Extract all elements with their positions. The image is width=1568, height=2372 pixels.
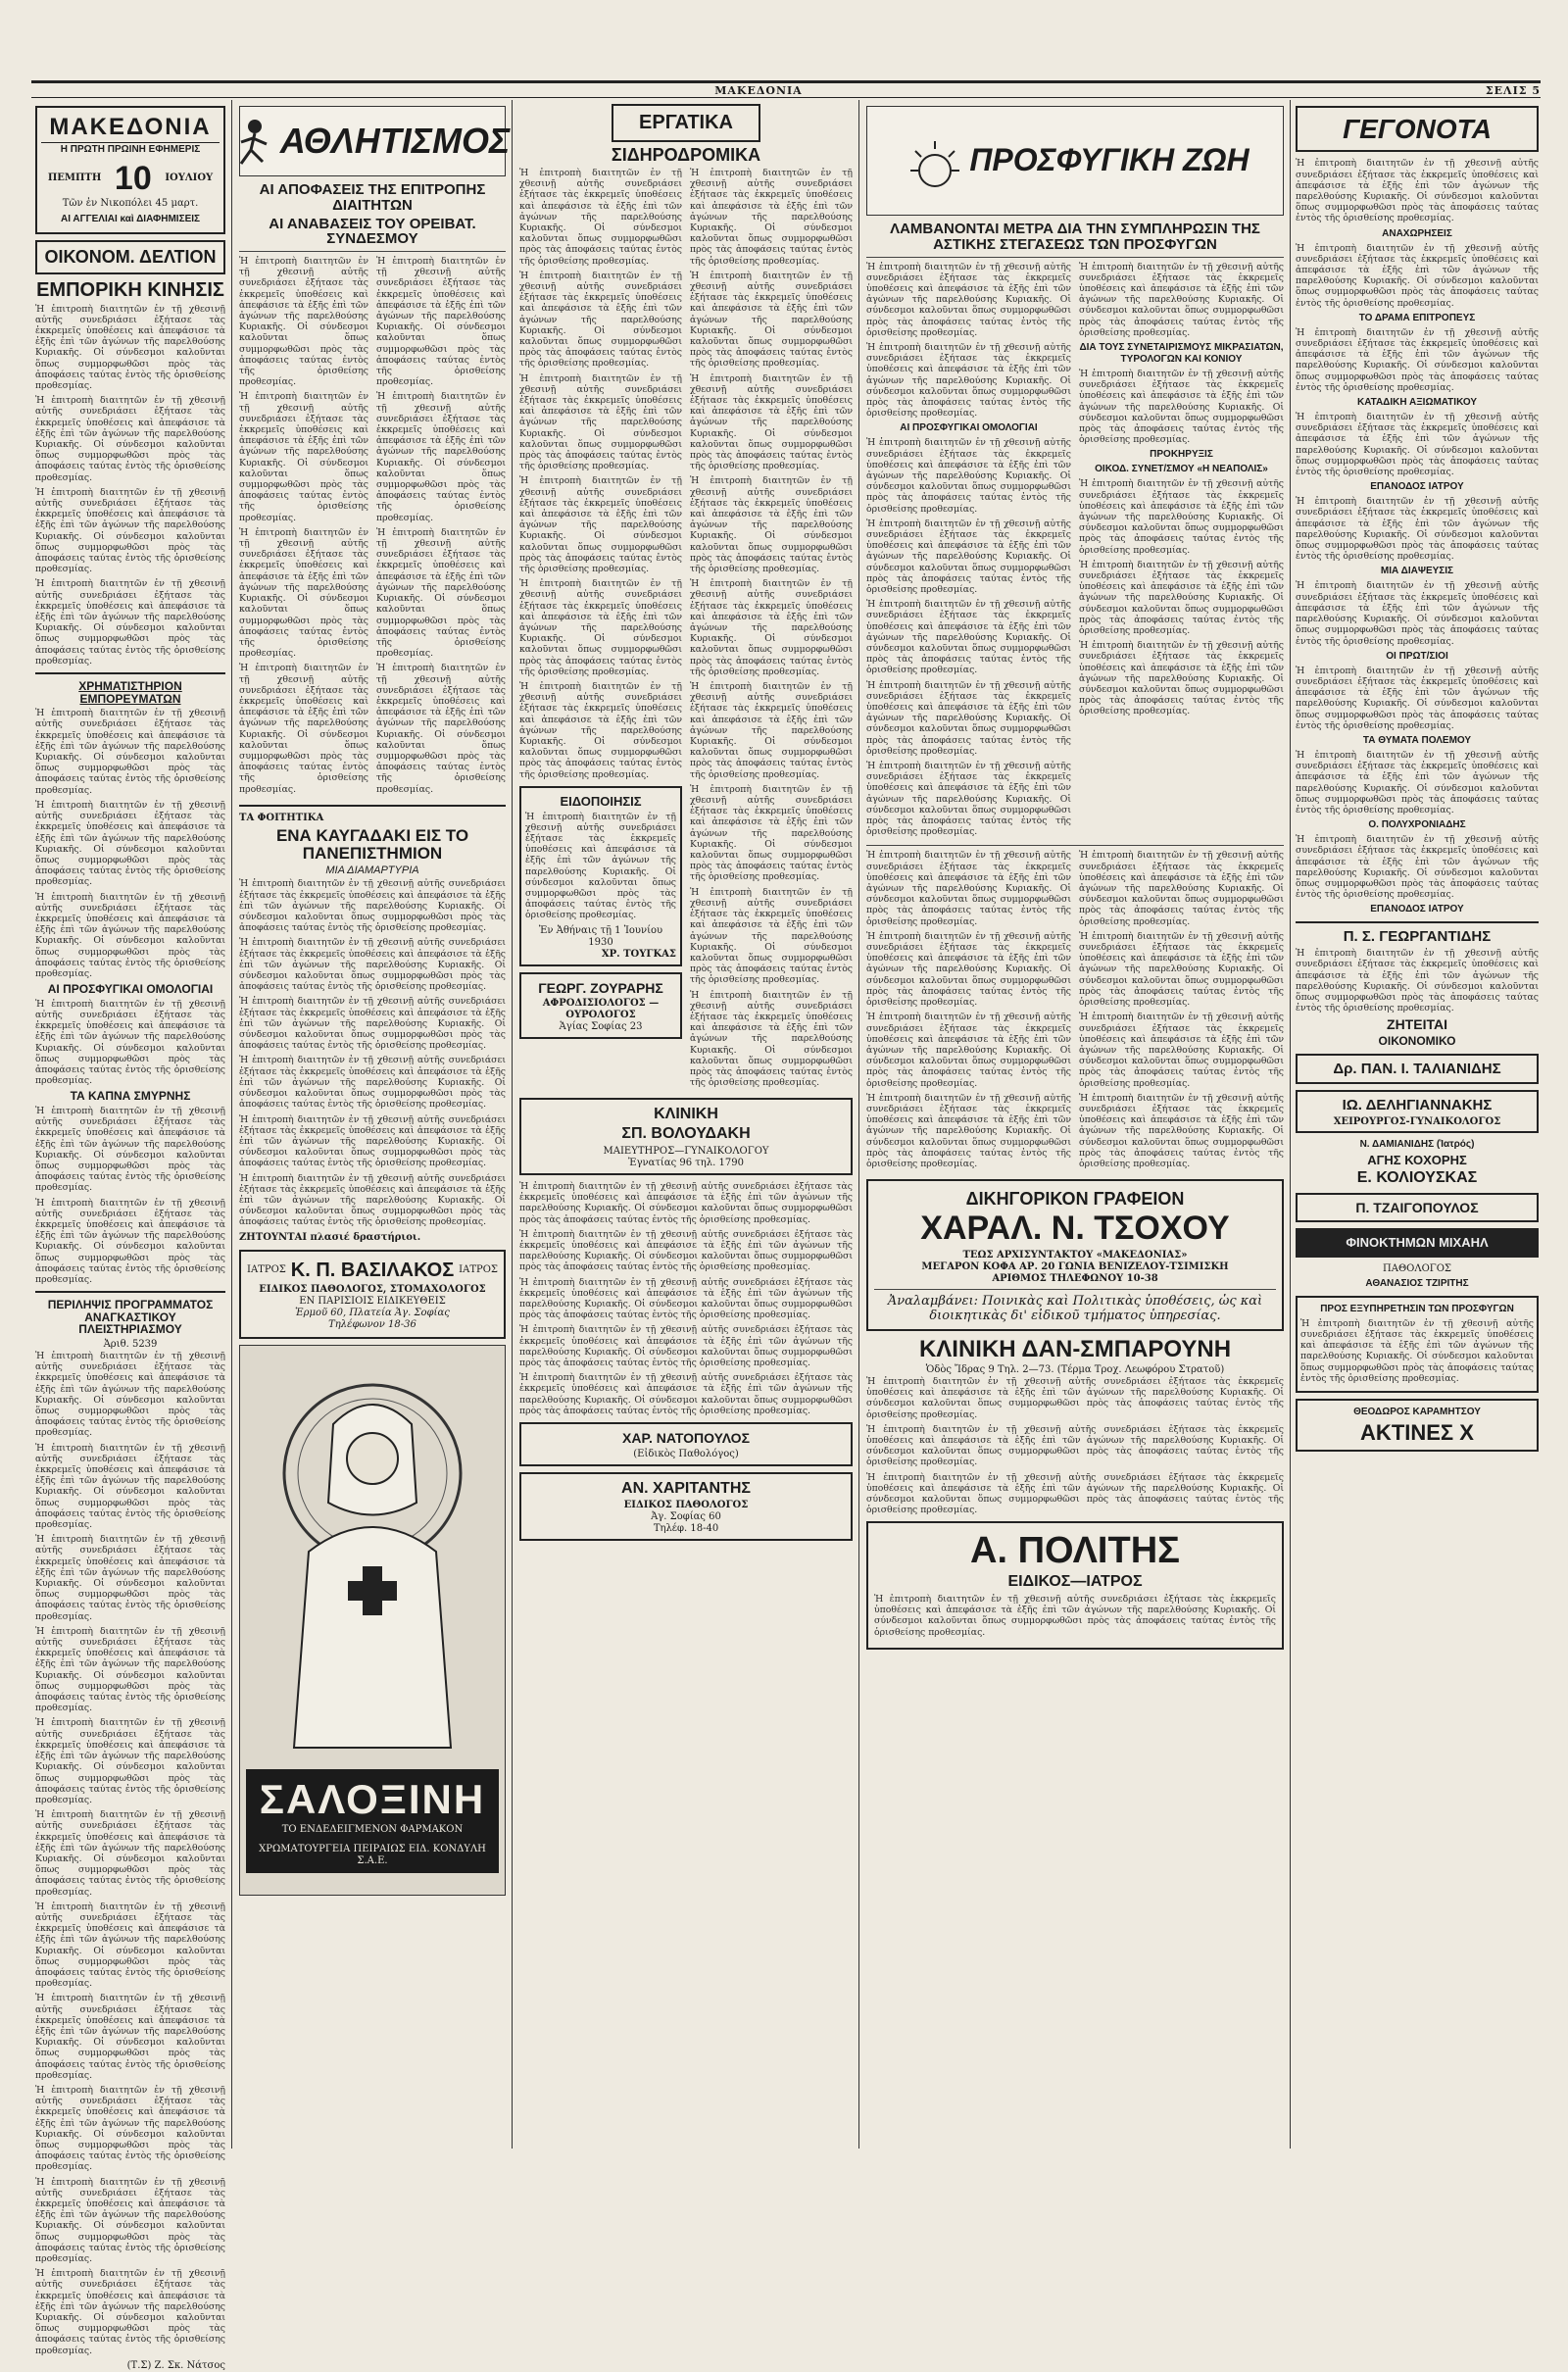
labor-text: Ἡ ἐπιτροπὴ διαιτητῶν ἐν τῇ χθεσινῇ αὐτῆς συνεδριάσει ἐξήτασε τὰς ἐκκρεμεῖς ὑποθέσεις καὶ ἀπεφάσισε τὰ ἑξῆς ἐπὶ τῶν ἀγώνων τῆς παρελθούσης Κυριακῆς. Οἱ σύνδεσμοι καλοῦνται ὅπως συμμορφωθῶσι πρὸς τὰς ἀποφάσεις ταύτας ἐντὸς τῆς ὁρισθείσης προθεσμίας. xyxy=(519,1228,853,1273)
event-heading: ΟΙ ΠΡΩΤ/ΣΙΟΙ xyxy=(1386,650,1448,662)
ad-karamitsou-box xyxy=(1296,1399,1539,1452)
runner-icon xyxy=(235,117,274,166)
ad-xrays: ΑΚΤΙΝΕΣ Χ xyxy=(1360,1420,1474,1446)
doctor-label-right: ΙΑΤΡΟΣ xyxy=(459,1264,498,1276)
sports-text: Ἡ ἐπιτροπὴ διαιτητῶν ἐν τῇ χθεσινῇ αὐτῆς συνεδριάσει ἐξήτασε τὰς ἐκκρεμεῖς ὑποθέσεις καὶ ἀπεφάσισε τὰ ἑξῆς ἐπὶ τῶν ἀγώνων τῆς παρελθούσης Κυριακῆς. Οἱ σύνδεσμοι καλοῦνται ὅπως συμμορφωθῶσι πρὸς τὰς ἀποφάσεις ταύτας ἐντὸς τῆς ὁρισθείσης προθεσμίας. xyxy=(376,526,506,660)
date-line xyxy=(41,160,220,198)
sports-text: Ἡ ἐπιτροπὴ διαιτητῶν ἐν τῇ χθεσινῇ αὐτῆς συνεδριάσει ἐξήτασε τὰς ἐκκρεμεῖς ὑποθέσεις καὶ ἀπεφάσισε τὰ ἑξῆς ἐπὶ τῶν ἀγώνων τῆς παρελθούσης Κυριακῆς. Οἱ σύνδεσμοι καλοῦνται ὅπως συμμορφωθῶσι πρὸς τὰς ἀποφάσεις ταύτας ἐντὸς τῆς ὁρισθείσης προθεσμίας. xyxy=(376,391,506,523)
date-number: 10 xyxy=(114,159,152,197)
politis-name: Α. ΠΟΛΙΤΗΣ xyxy=(970,1530,1180,1572)
student-text: Ἡ ἐπιτροπὴ διαιτητῶν ἐν τῇ χθεσινῇ αὐτῆς συνεδριάσει ἐξήτασε τὰς ἐκκρεμεῖς ὑποθέσεις καὶ ἀπεφάσισε τὰ ἑξῆς ἐπὶ τῶν ἀγώνων τῆς παρελθούσης Κυριακῆς. Οἱ σύνδεσμοι καλοῦνται ὅπως συμμορφωθῶσι πρὸς τὰς ἀποφάσεις ταύτας ἐντὸς τῆς ὁρισθείσης προθεσμίας. xyxy=(239,937,506,993)
sports-headline-1: ΑΙ ΑΠΟΦΑΣΕΙΣ ΤΗΣ ΕΠΙΤΡΟΠΗΣ ΔΙΑΙΤΗΤΩΝ xyxy=(259,181,486,214)
refugee-banner xyxy=(866,106,1284,216)
saloxini-ad xyxy=(239,1345,506,1896)
labor-text: Ἡ ἐπιτροπὴ διαιτητῶν ἐν τῇ χθεσινῇ αὐτῆς συνεδριάσει ἐξήτασε τὰς ἐκκρεμεῖς ὑποθέσεις καὶ ἀπεφάσισε τὰ ἑξῆς ἐπὶ τῶν ἀγώνων τῆς παρελθούσης Κυριακῆς. Οἱ σύνδεσμοι καλοῦνται ὅπως συμμορφωθῶσι πρὸς τὰς ἀποφάσεις ταύτας ἐντὸς τῆς ὁρισθείσης προθεσμίας. xyxy=(690,475,853,574)
nurse-illustration xyxy=(240,1356,505,1767)
saloxini-line-2: ΧΡΩΜΑΤΟΥΡΓΕΙΑ ΠΕΙΡΑΙΩΣ ΕΙΔ. ΚΟΝΔΥΛΗ Σ.Α.Ε. xyxy=(259,1843,486,1866)
program-title: ΠΕΡΙΛΗΨΙΣ ΠΡΟΓΡΑΜΜΑΤΟΣ ΑΝΑΓΚΑΣΤΙΚΟΥ ΠΛΕΙΣΤΗΡΙΑΣΜΟΥ xyxy=(47,1298,214,1337)
dentist-name: ΓΕΩΡΓ. ΖΟΥΡΑΡΗΣ xyxy=(538,979,663,996)
charitantis-phone: Τηλέφ. 18-40 xyxy=(653,1523,719,1535)
month: ΙΟΥΛΙΟΥ xyxy=(165,173,214,184)
smyrna-text: Ἡ ἐπιτροπὴ διαιτητῶν ἐν τῇ χθεσινῇ αὐτῆς συνεδριάσει ἐξήτασε τὰς ἐκκρεμεῖς ὑποθέσεις καὶ ἀπεφάσισε τὰ ἑξῆς ἐπὶ τῶν ἀγώνων τῆς παρελθούσης Κυριακῆς. Οἱ σύνδεσμοι καλοῦνται ὅπως συμμορφωθῶσι πρὸς τὰς ἀποφάσεις ταύτας ἐντὸς τῆς ὁρισθείσης προθεσμίας. xyxy=(35,1105,225,1194)
program-text: Ἡ ἐπιτροπὴ διαιτητῶν ἐν τῇ χθεσινῇ αὐτῆς συνεδριάσει ἐξήτασε τὰς ἐκκρεμεῖς ὑποθέσεις καὶ ἀπεφάσισε τὰ ἑξῆς ἐπὶ τῶν ἀγώνων τῆς παρελθούσης Κυριακῆς. Οἱ σύνδεσμοι καλοῦνται ὅπως συμμορφωθῶσι πρὸς τὰς ἀποφάσεις ταύτας ἐντὸς τῆς ὁρισθείσης προθεσμίας. xyxy=(35,1717,225,1805)
ad-koliouskas: Ε. ΚΟΛΙΟΥΣΚΑΣ xyxy=(1356,1168,1478,1186)
law-title: ΔΙΚΗΓΟΡΙΚΟΝ ΓΡΑΦΕΙΟΝ xyxy=(965,1189,1185,1210)
refugee-text: Ἡ ἐπιτροπὴ διαιτητῶν ἐν τῇ χθεσινῇ αὐτῆς συνεδριάσει ἐξήτασε τὰς ἐκκρεμεῖς ὑποθέσεις καὶ ἀπεφάσισε τὰ ἑξῆς ἐπὶ τῶν ἀγώνων τῆς παρελθούσης Κυριακῆς. Οἱ σύνδεσμοι καλοῦνται ὅπως συμμορφωθῶσι πρὸς τὰς ἀποφάσεις ταύτας ἐντὸς τῆς ὁρισθείσης προθεσμίας. xyxy=(866,761,1071,838)
column-3 xyxy=(519,100,853,2139)
ad-refugee-service-box xyxy=(1296,1296,1539,1393)
event-heading: Ο. ΠΟΛΥΧΡΟΝΙΑΔΗΣ xyxy=(1368,819,1466,831)
event-heading: ΜΙΑ ΔΙΑΨΕΥΣΙΣ xyxy=(1380,566,1454,577)
labor-body xyxy=(519,168,853,1092)
labor-section: ΕΡΓΑΤΙΚΑ xyxy=(639,112,733,133)
events-text: Ἡ ἐπιτροπὴ διαιτητῶν ἐν τῇ χθεσινῇ αὐτῆς συνεδριάσει ἐξήτασε τὰς ἐκκρεμεῖς ὑποθέσεις καὶ ἀπεφάσισε τὰ ἑξῆς ἐπὶ τῶν ἀγώνων τῆς παρελθούσης Κυριακῆς. Οἱ σύνδεσμοι καλοῦνται ὅπως συμμορφωθῶσι πρὸς τὰς ἀποφάσεις ταύτας ἐντὸς τῆς ὁρισθείσης προθεσμίας. xyxy=(1296,834,1539,901)
notices-title: ΕΙΔΟΠΟΙΗΣΙΣ xyxy=(560,793,642,809)
sports-text: Ἡ ἐπιτροπὴ διαιτητῶν ἐν τῇ χθεσινῇ αὐτῆς συνεδριάσει ἐξήτασε τὰς ἐκκρεμεῖς ὑποθέσεις καὶ ἀπεφάσισε τὰ ἑξῆς ἐπὶ τῶν ἀγώνων τῆς παρελθούσης Κυριακῆς. Οἱ σύνδεσμοι καλοῦνται ὅπως συμμορφωθῶσι πρὸς τὰς ἀποφάσεις ταύτας ἐντὸς τῆς ὁρισθείσης προθεσμίας. xyxy=(376,256,506,388)
student-text: Ἡ ἐπιτροπὴ διαιτητῶν ἐν τῇ χθεσινῇ αὐτῆς συνεδριάσει ἐξήτασε τὰς ἐκκρεμεῖς ὑποθέσεις καὶ ἀπεφάσισε τὰ ἑξῆς ἐπὶ τῶν ἀγώνων τῆς παρελθούσης Κυριακῆς. Οἱ σύνδεσμοι καλοῦνται ὅπως συμμορφωθῶσι πρὸς τὰς ἀποφάσεις ταύτας ἐντὸς τῆς ὁρισθείσης προθεσμίας. xyxy=(239,1055,506,1111)
econ-title: ΟΙΚΟΝΟΜ. ΔΕΛΤΙΟΝ xyxy=(44,246,217,267)
doctor-phone: Τηλέφωνον 18-36 xyxy=(328,1318,416,1330)
sports-text: Ἡ ἐπιτροπὴ διαιτητῶν ἐν τῇ χθεσινῇ αὐτῆς συνεδριάσει ἐξήτασε τὰς ἐκκρεμεῖς ὑποθέσεις καὶ ἀπεφάσισε τὰ ἑξῆς ἐπὶ τῶν ἀγώνων τῆς παρελθούσης Κυριακῆς. Οἱ σύνδεσμοι καλοῦνται ὅπως συμμορφωθῶσι πρὸς τὰς ἀποφάσεις ταύτας ἐντὸς τῆς ὁρισθείσης προθεσμίας. xyxy=(239,526,368,660)
program-text: Ἡ ἐπιτροπὴ διαιτητῶν ἐν τῇ χθεσινῇ αὐτῆς συνεδριάσει ἐξήτασε τὰς ἐκκρεμεῖς ὑποθέσεις καὶ ἀπεφάσισε τὰ ἑξῆς ἐπὶ τῶν ἀγώνων τῆς παρελθούσης Κυριακῆς. Οἱ σύνδεσμοι καλοῦνται ὅπως συμμορφωθῶσι πρὸς τὰς ἀποφάσεις ταύτας ἐντὸς τῆς ὁρισθείσης προθεσμίας. xyxy=(35,1534,225,1622)
dan-clinic-address: Ὁδὸς Ἴδρας 9 Τηλ. 2—73. (Τέρμα Τροχ. Λεωφόρου Στρατοῦ) xyxy=(925,1363,1225,1375)
column-rule xyxy=(1290,100,1291,2149)
labor-text: Ἡ ἐπιτροπὴ διαιτητῶν ἐν τῇ χθεσινῇ αὐτῆς συνεδριάσει ἐξήτασε τὰς ἐκκρεμεῖς ὑποθέσεις καὶ ἀπεφάσισε τὰ ἑξῆς ἐπὶ τῶν ἀγώνων τῆς παρελθούσης Κυριακῆς. Οἱ σύνδεσμοι καλοῦνται ὅπως συμμορφωθῶσι πρὸς τὰς ἀποφάσεις ταύτας ἐντὸς τῆς ὁρισθείσης προθεσμίας. xyxy=(690,886,853,986)
decision-text: Ἡ ἐπιτροπὴ διαιτητῶν ἐν τῇ χθεσινῇ αὐτῆς συνεδριάσει ἐξήτασε τὰς ἐκκρεμεῖς ὑποθέσεις καὶ ἀπεφάσισε τὰ ἑξῆς ἐπὶ τῶν ἀγώνων τῆς παρελθούσης Κυριακῆς. Οἱ σύνδεσμοι καλοῦνται ὅπως συμμορφωθῶσι πρὸς τὰς ἀποφάσεις ταύτας ἐντὸς τῆς ὁρισθείσης προθεσμίας. xyxy=(866,930,1071,1009)
notices-text: Ἡ ἐπιτροπὴ διαιτητῶν ἐν τῇ χθεσινῇ αὐτῆς συνεδριάσει ἐξήτασε τὰς ἐκκρεμεῖς ὑποθέσεις καὶ ἀπεφάσισε τὰ ἑξῆς ἐπὶ τῶν ἀγώνων τῆς παρελθούσης Κυριακῆς. Οἱ σύνδεσμοι καλοῦνται ὅπως συμμορφωθῶσι πρὸς τὰς ἀποφάσεις ταύτας ἐντὸς τῆς ὁρισθείσης προθεσμίας. xyxy=(525,811,676,921)
ad-deligiannakis-box xyxy=(1296,1090,1539,1133)
exchange-title: ΧΡΗΜΑΤΙΣΤΗΡΙΟΝ ΕΜΠΟΡΕΥΜΑΤΩΝ xyxy=(78,679,182,706)
ad-finoktimon-spec: ΠΑΘΟΛΟΓΟΣ xyxy=(1383,1262,1451,1274)
refugee-headline: ΛΑΜΒΑΝΟΝΤΑΙ ΜΕΤΡΑ ΔΙΑ ΤΗΝ ΣΥΜΠΛΗΡΩΣΙΝ ΤΗΣ ΑΣΤΙΚΗΣ ΣΤΕΓΑΣΕΩΣ ΤΩΝ ΠΡΟΣΦΥΓΩΝ xyxy=(890,221,1260,253)
ad-talianidis-box xyxy=(1296,1054,1539,1085)
dentist-address: Ἁγίας Σοφίας 23 xyxy=(559,1021,643,1033)
exchange-text: Ἡ ἐπιτροπὴ διαιτητῶν ἐν τῇ χθεσινῇ αὐτῆς συνεδριάσει ἐξήτασε τὰς ἐκκρεμεῖς ὑποθέσεις καὶ ἀπεφάσισε τὰ ἑξῆς ἐπὶ τῶν ἀγώνων τῆς παρελθούσης Κυριακῆς. Οἱ σύνδεσμοι καλοῦνται ὅπως συμμορφωθῶσι πρὸς τὰς ἀποφάσεις ταύτας ἐντὸς τῆς ὁρισθείσης προθεσμίας. xyxy=(35,708,225,796)
charitantis-name: ΑΝ. ΧΑΡΙΤΑΝΤΗΣ xyxy=(621,1479,751,1497)
doctor-ad xyxy=(239,1250,506,1339)
labor-text: Ἡ ἐπιτροπὴ διαιτητῶν ἐν τῇ χθεσινῇ αὐτῆς συνεδριάσει ἐξήτασε τὰς ἐκκρεμεῖς ὑποθέσεις καὶ ἀπεφάσισε τὰ ἑξῆς ἐπὶ τῶν ἀγώνων τῆς παρελθούσης Κυριακῆς. Οἱ σύνδεσμοι καλοῦνται ὅπως συμμορφωθῶσι πρὸς τὰς ἀποφάσεις ταύτας ἐντὸς τῆς ὁρισθείσης προθεσμίας. xyxy=(519,1324,853,1368)
refugee-text: Ἡ ἐπιτροπὴ διαιτητῶν ἐν τῇ χθεσινῇ αὐτῆς συνεδριάσει ἐξήτασε τὰς ἐκκρεμεῖς ὑποθέσεις καὶ ἀπεφάσισε τὰ ἑξῆς ἐπὶ τῶν ἀγώνων τῆς παρελθούσης Κυριακῆς. Οἱ σύνδεσμοι καλοῦνται ὅπως συμμορφωθῶσι πρὸς τὰς ἀποφάσεις ταύτας ἐντὸς τῆς ὁρισθείσης προθεσμίας. xyxy=(1079,261,1284,338)
clinic-spec: ΜΑΙΕΥΤΗΡΟΣ—ΓΥΝΑΙΚΟΛΟΓΟΥ xyxy=(603,1145,769,1157)
labor-text: Ἡ ἐπιτροπὴ διαιτητῶν ἐν τῇ χθεσινῇ αὐτῆς συνεδριάσει ἐξήτασε τὰς ἐκκρεμεῖς ὑποθέσεις καὶ ἀπεφάσισε τὰ ἑξῆς ἐπὶ τῶν ἀγώνων τῆς παρελθούσης Κυριακῆς. Οἱ σύνδεσμοι καλοῦνται ὅπως συμμορφωθῶσι πρὸς τὰς ἀποφάσεις ταύτας ἐντὸς τῆς ὁρισθείσης προθεσμίας. xyxy=(519,1180,853,1225)
refugee-text: Ἡ ἐπιτροπὴ διαιτητῶν ἐν τῇ χθεσινῇ αὐτῆς συνεδριάσει ἐξήτασε τὰς ἐκκρεμεῖς ὑποθέσεις καὶ ἀπεφάσισε τὰ ἑξῆς ἐπὶ τῶν ἀγώνων τῆς παρελθούσης Κυριακῆς. Οἱ σύνδεσμοι καλοῦνται ὅπως συμμορφωθῶσι πρὸς τὰς ἀποφάσεις ταύτας ἐντὸς τῆς ὁρισθείσης προθεσμίας. xyxy=(866,261,1071,338)
ad-tzaigopoulos-box xyxy=(1296,1193,1539,1223)
refugee-text: Ἡ ἐπιτροπὴ διαιτητῶν ἐν τῇ χθεσινῇ αὐτῆς συνεδριάσει ἐξήτασε τὰς ἐκκρεμεῖς ὑποθέσεις καὶ ἀπεφάσισε τὰ ἑξῆς ἐπὶ τῶν ἀγώνων τῆς παρελθούσης Κυριακῆς. Οἱ σύνδεσμοι καλοῦνται ὅπως συμμορφωθῶσι πρὸς τὰς ἀποφάσεις ταύτας ἐντὸς τῆς ὁρισθείσης προθεσμίας. xyxy=(35,998,225,1087)
ad-karamitsou: ΘΕΟΔΩΡΟΣ ΚΑΡΑΜΗΤΣΟΥ xyxy=(1353,1407,1481,1418)
sports-text: Ἡ ἐπιτροπὴ διαιτητῶν ἐν τῇ χθεσινῇ αὐτῆς συνεδριάσει ἐξήτασε τὰς ἐκκρεμεῖς ὑποθέσεις καὶ ἀπεφάσισε τὰ ἑξῆς ἐπὶ τῶν ἀγώνων τῆς παρελθούσης Κυριακῆς. Οἱ σύνδεσμοι καλοῦνται ὅπως συμμορφωθῶσι πρὸς τὰς ἀποφάσεις ταύτας ἐντὸς τῆς ὁρισθείσης προθεσμίας. xyxy=(239,256,368,388)
labor-text: Ἡ ἐπιτροπὴ διαιτητῶν ἐν τῇ χθεσινῇ αὐτῆς συνεδριάσει ἐξήτασε τὰς ἐκκρεμεῖς ὑποθέσεις καὶ ἀπεφάσισε τὰ ἑξῆς ἐπὶ τῶν ἀγώνων τῆς παρελθούσης Κυριακῆς. Οἱ σύνδεσμοι καλοῦνται ὅπως συμμορφωθῶσι πρὸς τὰς ἀποφάσεις ταύτας ἐντὸς τῆς ὁρισθείσης προθεσμίας. xyxy=(519,1276,853,1321)
dan-clinic-text: Ἡ ἐπιτροπὴ διαιτητῶν ἐν τῇ χθεσινῇ αὐτῆς συνεδριάσει ἐξήτασε τὰς ἐκκρεμεῖς ὑποθέσεις καὶ ἀπεφάσισε τὰ ἑξῆς ἐπὶ τῶν ἀγώνων τῆς παρελθούσης Κυριακῆς. Οἱ σύνδεσμοι καλοῦνται ὅπως συμμορφωθῶσι πρὸς τὰς ἀποφάσεις ταύτας ἐντὸς τῆς ὁρισθείσης προθεσμίας. xyxy=(866,1471,1284,1516)
events-text: Ἡ ἐπιτροπὴ διαιτητῶν ἐν τῇ χθεσινῇ αὐτῆς συνεδριάσει ἐξήτασε τὰς ἐκκρεμεῖς ὑποθέσεις καὶ ἀπεφάσισε τὰ ἑξῆς ἐπὶ τῶν ἀγώνων τῆς παρελθούσης Κυριακῆς. Οἱ σύνδεσμοι καλοῦνται ὅπως συμμορφωθῶσι πρὸς τὰς ἀποφάσεις ταύτας ἐντὸς τῆς ὁρισθείσης προθεσμίας. xyxy=(1296,158,1539,224)
refugee-body xyxy=(866,262,1284,842)
law-office-ad xyxy=(866,1179,1284,1331)
ad-georgantidis: Π. Σ. ΓΕΩΡΓΑΝΤΙΔΗΣ xyxy=(1343,928,1492,946)
labor-text: Ἡ ἐπιτροπὴ διαιτητῶν ἐν τῇ χθεσινῇ αὐτῆς συνεδριάσει ἐξήτασε τὰς ἐκκρεμεῖς ὑποθέσεις καὶ ἀπεφάσισε τὰ ἑξῆς ἐπὶ τῶν ἀγώνων τῆς παρελθούσης Κυριακῆς. Οἱ σύνδεσμοι καλοῦνται ὅπως συμμορφωθῶσι πρὸς τὰς ἀποφάσεις ταύτας ἐντὸς τῆς ὁρισθείσης προθεσμίας. xyxy=(519,578,682,677)
events-text: Ἡ ἐπιτροπὴ διαιτητῶν ἐν τῇ χθεσινῇ αὐτῆς συνεδριάσει ἐξήτασε τὰς ἐκκρεμεῖς ὑποθέσεις καὶ ἀπεφάσισε τὰ ἑξῆς ἐπὶ τῶν ἀγώνων τῆς παρελθούσης Κυριακῆς. Οἱ σύνδεσμοι καλοῦνται ὅπως συμμορφωθῶσι πρὸς τὰς ἀποφάσεις ταύτας ἐντὸς τῆς ὁρισθείσης προθεσμίας. xyxy=(1296,242,1539,309)
program-text: Ἡ ἐπιτροπὴ διαιτητῶν ἐν τῇ χθεσινῇ αὐτῆς συνεδριάσει ἐξήτασε τὰς ἐκκρεμεῖς ὑποθέσεις καὶ ἀπεφάσισε τὰ ἑξῆς ἐπὶ τῶν ἀγώνων τῆς παρελθούσης Κυριακῆς. Οἱ σύνδεσμοι καλοῦνται ὅπως συμμορφωθῶσι πρὸς τὰς ἀποφάσεις ταύτας ἐντὸς τῆς ὁρισθείσης προθεσμίας. xyxy=(35,1442,225,1531)
page-header xyxy=(31,80,1541,98)
natopoulos-name: ΧΑΡ. ΝΑΤΟΠΟΥΛΟΣ xyxy=(622,1430,750,1446)
ads-note: ΑΙ ΑΓΓΕΛΙΑΙ καὶ ΔΙΑΦΗΜΙΣΕΙΣ xyxy=(60,213,201,224)
decision-text: Ἡ ἐπιτροπὴ διαιτητῶν ἐν τῇ χθεσινῇ αὐτῆς συνεδριάσει ἐξήτασε τὰς ἐκκρεμεῖς ὑποθέσεις καὶ ἀπεφάσισε τὰ ἑξῆς ἐπὶ τῶν ἀγώνων τῆς παρελθούσης Κυριακῆς. Οἱ σύνδεσμοι καλοῦνται ὅπως συμμορφωθῶσι πρὸς τὰς ἀποφάσεις ταύτας ἐντὸς τῆς ὁρισθείσης προθεσμίας. xyxy=(1079,1092,1284,1169)
student-sub: ΜΙΑ ΔΙΑΜΑΡΤΥΡΙΑ xyxy=(325,865,419,877)
tagline: Η ΠΡΩΤΗ ΠΡΩΙΝΗ ΕΦΗΜΕΡΙΣ xyxy=(41,142,220,156)
wanted-ad: ΖΗΤΟΥΝΤΑΙ πλασιέ δραστήριοι. xyxy=(239,1231,421,1243)
program-text: Ἡ ἐπιτροπὴ διαιτητῶν ἐν τῇ χθεσινῇ αὐτῆς συνεδριάσει ἐξήτασε τὰς ἐκκρεμεῖς ὑποθέσεις καὶ ἀπεφάσισε τὰ ἑξῆς ἐπὶ τῶν ἀγώνων τῆς παρελθούσης Κυριακῆς. Οἱ σύνδεσμοι καλοῦνται ὅπως συμμορφωθῶσι πρὸς τὰς ἀποφάσεις ταύτας ἐντὸς τῆς ὁρισθείσης προθεσμίας. xyxy=(35,1809,225,1898)
law-note: Ἀναλαμβάνει: Ποινικὰς καὶ Πολιτικὰς ὑποθέσεις, ὡς καὶ διοικητικὰς δι' εἰδικοῦ τμήματος ὑπηρεσίας. xyxy=(887,1293,1263,1323)
column-5 xyxy=(1296,100,1539,2139)
ad-refugee-service: ΠΡΟΣ ΕΞΥΠΗΡΕΤΗΣΙΝ ΤΩΝ ΠΡΟΣΦΥΓΩΝ xyxy=(1320,1303,1514,1314)
program-text: Ἡ ἐπιτροπὴ διαιτητῶν ἐν τῇ χθεσινῇ αὐτῆς συνεδριάσει ἐξήτασε τὰς ἐκκρεμεῖς ὑποθέσεις καὶ ἀπεφάσισε τὰ ἑξῆς ἐπὶ τῶν ἀγώνων τῆς παρελθούσης Κυριακῆς. Οἱ σύνδεσμοι καλοῦνται ὅπως συμμορφωθῶσι πρὸς τὰς ἀποφάσεις ταύτας ἐντὸς τῆς ὁρισθείσης προθεσμίας. xyxy=(35,1993,225,2081)
refugee-text: Ἡ ἐπιτροπὴ διαιτητῶν ἐν τῇ χθεσινῇ αὐτῆς συνεδριάσει ἐξήτασε τὰς ἐκκρεμεῖς ὑποθέσεις καὶ ἀπεφάσισε τὰ ἑξῆς ἐπὶ τῶν ἀγώνων τῆς παρελθούσης Κυριακῆς. Οἱ σύνδεσμοι καλοῦνται ὅπως συμμορφωθῶσι πρὸς τὰς ἀποφάσεις ταύτας ἐντὸς τῆς ὁρισθείσης προθεσμίας. xyxy=(1079,640,1284,717)
events-text: Ἡ ἐπιτροπὴ διαιτητῶν ἐν τῇ χθεσινῇ αὐτῆς συνεδριάσει ἐξήτασε τὰς ἐκκρεμεῖς ὑποθέσεις καὶ ἀπεφάσισε τὰ ἑξῆς ἐπὶ τῶν ἀγώνων τῆς παρελθούσης Κυριακῆς. Οἱ σύνδεσμοι καλοῦνται ὅπως συμμορφωθῶσι πρὸς τὰς ἀποφάσεις ταύτας ἐντὸς τῆς ὁρισθείσης προθεσμίας. xyxy=(1296,580,1539,647)
ad-deligiannakis-spec: ΧΕΙΡΟΥΡΓΟΣ-ΓΥΝΑΙΚΟΛΟΓΟΣ xyxy=(1333,1116,1501,1128)
ad-tzaigopoulos: Π. ΤΖΑΙΓΟΠΟΥΛΟΣ xyxy=(1355,1199,1479,1215)
program-text: Ἡ ἐπιτροπὴ διαιτητῶν ἐν τῇ χθεσινῇ αὐτῆς συνεδριάσει ἐξήτασε τὰς ἐκκρεμεῖς ὑποθέσεις καὶ ἀπεφάσισε τὰ ἑξῆς ἐπὶ τῶν ἀγώνων τῆς παρελθούσης Κυριακῆς. Οἱ σύνδεσμοι καλοῦνται ὅπως συμμορφωθῶσι πρὸς τὰς ἀποφάσεις ταύτας ἐντὸς τῆς ὁρισθείσης προθεσμίας. xyxy=(35,2084,225,2173)
weekday: ΠΕΜΠΤΗ xyxy=(47,173,102,184)
natopoulos-spec: (Εἰδικὸς Παθολόγος) xyxy=(633,1448,739,1459)
notices-box xyxy=(519,786,682,966)
header-right: ΣΕΛΙΣ 5 xyxy=(1485,83,1541,97)
event-heading: ΚΑΤΑΔΙΚΗ ΑΞΙΩΜΑΤΙΚΟΥ xyxy=(1356,397,1477,409)
clinic-address: Ἐγνατίας 96 τηλ. 1790 xyxy=(628,1157,744,1168)
refugee-text: Ἡ ἐπιτροπὴ διαιτητῶν ἐν τῇ χθεσινῇ αὐτῆς συνεδριάσει ἐξήτασε τὰς ἐκκρεμεῖς ὑποθέσεις καὶ ἀπεφάσισε τὰ ἑξῆς ἐπὶ τῶν ἀγώνων τῆς παρελθούσης Κυριακῆς. Οἱ σύνδεσμοι καλοῦνται ὅπως συμμορφωθῶσι πρὸς τὰς ἀποφάσεις ταύτας ἐντὸς τῆς ὁρισθείσης προθεσμίας. xyxy=(866,518,1071,595)
decision-text: Ἡ ἐπιτροπὴ διαιτητῶν ἐν τῇ χθεσινῇ αὐτῆς συνεδριάσει ἐξήτασε τὰς ἐκκρεμεῖς ὑποθέσεις καὶ ἀπεφάσισε τὰ ἑξῆς ἐπὶ τῶν ἀγώνων τῆς παρελθούσης Κυριακῆς. Οἱ σύνδεσμοι καλοῦνται ὅπως συμμορφωθῶσι πρὸς τὰς ἀποφάσεις ταύτας ἐντὸς τῆς ὁρισθείσης προθεσμίας. xyxy=(866,850,1071,927)
politis-spec: ΕΙΔΙΚΟΣ—ΙΑΤΡΟΣ xyxy=(1007,1573,1143,1591)
ad-finoktimon-box xyxy=(1296,1228,1539,1258)
student-section: ΤΑ ΦΟΙΤΗΤΙΚΑ xyxy=(239,812,324,823)
nameday: Τῶν ἐν Νικοπόλει 45 μαρτ. xyxy=(62,197,199,209)
law-line-1: ΤΕΩΣ ΑΡΧΙΣΥΝΤΑΚΤΟΥ «ΜΑΚΕΔΟΝΙΑΣ» xyxy=(962,1249,1188,1260)
doctor-label-left: ΙΑΤΡΟΣ xyxy=(247,1264,286,1276)
commerce-text: Ἡ ἐπιτροπὴ διαιτητῶν ἐν τῇ χθεσινῇ αὐτῆς συνεδριάσει ἐξήτασε τὰς ἐκκρεμεῖς ὑποθέσεις καὶ ἀπεφάσισε τὰ ἑξῆς ἐπὶ τῶν ἀγώνων τῆς παρελθούσης Κυριακῆς. Οἱ σύνδεσμοι καλοῦνται ὅπως συμμορφωθῶσι πρὸς τὰς ἀποφάσεις ταύτας ἐντὸς τῆς ὁρισθείσης προθεσμίας. xyxy=(35,486,225,575)
student-text: Ἡ ἐπιτροπὴ διαιτητῶν ἐν τῇ χθεσινῇ αὐτῆς συνεδριάσει ἐξήτασε τὰς ἐκκρεμεῖς ὑποθέσεις καὶ ἀπεφάσισε τὰ ἑξῆς ἐπὶ τῶν ἀγώνων τῆς παρελθούσης Κυριακῆς. Οἱ σύνδεσμοι καλοῦνται ὅπως συμμορφωθῶσι πρὸς τὰς ἀποφάσεις ταύτας ἐντὸς τῆς ὁρισθείσης προθεσμίας. xyxy=(239,1113,506,1169)
labor-text: Ἡ ἐπιτροπὴ διαιτητῶν ἐν τῇ χθεσινῇ αὐτῆς συνεδριάσει ἐξήτασε τὰς ἐκκρεμεῖς ὑποθέσεις καὶ ἀπεφάσισε τὰ ἑξῆς ἐπὶ τῶν ἀγώνων τῆς παρελθούσης Κυριακῆς. Οἱ σύνδεσμοι καλοῦνται ὅπως συμμορφωθῶσι πρὸς τὰς ἀποφάσεις ταύτας ἐντὸς τῆς ὁρισθείσης προθεσμίας. xyxy=(690,681,853,780)
ad-text: Ἡ ἐπιτροπὴ διαιτητῶν ἐν τῇ χθεσινῇ αὐτῆς συνεδριάσει ἐξήτασε τὰς ἐκκρεμεῖς ὑποθέσεις καὶ ἀπεφάσισε τὰ ἑξῆς ἐπὶ τῶν ἀγώνων τῆς παρελθούσης Κυριακῆς. Οἱ σύνδεσμοι καλοῦνται ὅπως συμμορφωθῶσι πρὸς τὰς ἀποφάσεις ταύτας ἐντὸς τῆς ὁρισθείσης προθεσμίας. xyxy=(1300,1317,1534,1384)
refugee-section: ΠΡΟΣΦΥΓΙΚΗ ΖΩΗ xyxy=(969,142,1250,178)
ad-damianidis: Ν. ΔΑΜΙΑΝΙΔΗΣ (Ἰατρός) xyxy=(1359,1139,1475,1151)
events-box xyxy=(1296,106,1539,152)
dentist-ad xyxy=(519,972,682,1040)
student-text: Ἡ ἐπιτροπὴ διαιτητῶν ἐν τῇ χθεσινῇ αὐτῆς συνεδριάσει ἐξήτασε τὰς ἐκκρεμεῖς ὑποθέσεις καὶ ἀπεφάσισε τὰ ἑξῆς ἐπὶ τῶν ἀγώνων τῆς παρελθούσης Κυριακῆς. Οἱ σύνδεσμοι καλοῦνται ὅπως συμμορφωθῶσι πρὸς τὰς ἀποφάσεις ταύτας ἐντὸς τῆς ὁρισθείσης προθεσμίας. xyxy=(239,996,506,1052)
charitantis-ad xyxy=(519,1472,853,1542)
clinic-ad xyxy=(519,1098,853,1175)
event-heading: ΕΠΑΝΟΔΟΣ ΙΑΤΡΟΥ xyxy=(1370,481,1464,493)
labor-text: Ἡ ἐπιτροπὴ διαιτητῶν ἐν τῇ χθεσινῇ αὐτῆς συνεδριάσει ἐξήτασε τὰς ἐκκρεμεῖς ὑποθέσεις καὶ ἀπεφάσισε τὰ ἑξῆς ἐπὶ τῶν ἀγώνων τῆς παρελθούσης Κυριακῆς. Οἱ σύνδεσμοι καλοῦνται ὅπως συμμορφωθῶσι πρὸς τὰς ἀποφάσεις ταύτας ἐντὸς τῆς ὁρισθείσης προθεσμίας. xyxy=(519,167,682,267)
labor-text: Ἡ ἐπιτροπὴ διαιτητῶν ἐν τῇ χθεσινῇ αὐτῆς συνεδριάσει ἐξήτασε τὰς ἐκκρεμεῖς ὑποθέσεις καὶ ἀπεφάσισε τὰ ἑξῆς ἐπὶ τῶν ἀγώνων τῆς παρελθούσης Κυριακῆς. Οἱ σύνδεσμοι καλοῦνται ὅπως συμμορφωθῶσι πρὸς τὰς ἀποφάσεις ταύτας ἐντὸς τῆς ὁρισθείσης προθεσμίας. xyxy=(690,270,853,370)
commerce-text: Ἡ ἐπιτροπὴ διαιτητῶν ἐν τῇ χθεσινῇ αὐτῆς συνεδριάσει ἐξήτασε τὰς ἐκκρεμεῖς ὑποθέσεις καὶ ἀπεφάσισε τὰ ἑξῆς ἐπὶ τῶν ἀγώνων τῆς παρελθούσης Κυριακῆς. Οἱ σύνδεσμοι καλοῦνται ὅπως συμμορφωθῶσι πρὸς τὰς ἀποφάσεις ταύτας ἐντὸς τῆς ὁρισθείσης προθεσμίας. xyxy=(35,395,225,483)
program-text: Ἡ ἐπιτροπὴ διαιτητῶν ἐν τῇ χθεσινῇ αὐτῆς συνεδριάσει ἐξήτασε τὰς ἐκκρεμεῖς ὑποθέσεις καὶ ἀπεφάσισε τὰ ἑξῆς ἐπὶ τῶν ἀγώνων τῆς παρελθούσης Κυριακῆς. Οἱ σύνδεσμοι καλοῦνται ὅπως συμμορφωθῶσι πρὸς τὰς ἀποφάσεις ταύτας ἐντὸς τῆς ὁρισθείσης προθεσμίας. xyxy=(35,1350,225,1439)
events-text: Ἡ ἐπιτροπὴ διαιτητῶν ἐν τῇ χθεσινῇ αὐτῆς συνεδριάσει ἐξήτασε τὰς ἐκκρεμεῖς ὑποθέσεις καὶ ἀπεφάσισε τὰ ἑξῆς ἐπὶ τῶν ἀγώνων τῆς παρελθούσης Κυριακῆς. Οἱ σύνδεσμοι καλοῦνται ὅπως συμμορφωθῶσι πρὸς τὰς ἀποφάσεις ταύτας ἐντὸς τῆς ὁρισθείσης προθεσμίας. xyxy=(1296,665,1539,731)
labor-headline: ΣΙΔΗΡΟΔΡΟΜΙΚΑ xyxy=(611,145,761,165)
law-name: ΧΑΡΑΛ. Ν. ΤΣΟΧΟΥ xyxy=(920,1210,1230,1248)
labor-text: Ἡ ἐπιτροπὴ διαιτητῶν ἐν τῇ χθεσινῇ αὐτῆς συνεδριάσει ἐξήτασε τὰς ἐκκρεμεῖς ὑποθέσεις καὶ ἀπεφάσισε τὰ ἑξῆς ἐπὶ τῶν ἀγώνων τῆς παρελθούσης Κυριακῆς. Οἱ σύνδεσμοι καλοῦνται ὅπως συμμορφωθῶσι πρὸς τὰς ἀποφάσεις ταύτας ἐντὸς τῆς ὁρισθείσης προθεσμίας. xyxy=(519,475,682,574)
student-text: Ἡ ἐπιτροπὴ διαιτητῶν ἐν τῇ χθεσινῇ αὐτῆς συνεδριάσει ἐξήτασε τὰς ἐκκρεμεῖς ὑποθέσεις καὶ ἀπεφάσισε τὰ ἑξῆς ἐπὶ τῶν ἀγώνων τῆς παρελθούσης Κυριακῆς. Οἱ σύνδεσμοι καλοῦνται ὅπως συμμορφωθῶσι πρὸς τὰς ἀποφάσεις ταύτας ἐντὸς τῆς ὁρισθείσης προθεσμίας. xyxy=(239,878,506,934)
labor-text: Ἡ ἐπιτροπὴ διαιτητῶν ἐν τῇ χθεσινῇ αὐτῆς συνεδριάσει ἐξήτασε τὰς ἐκκρεμεῖς ὑποθέσεις καὶ ἀπεφάσισε τὰ ἑξῆς ἐπὶ τῶν ἀγώνων τῆς παρελθούσης Κυριακῆς. Οἱ σύνδεσμοι καλοῦνται ὅπως συμμορφωθῶσι πρὸς τὰς ἀποφάσεις ταύτας ἐντὸς τῆς ὁρισθείσης προθεσμίας. xyxy=(519,372,682,472)
labor-text: Ἡ ἐπιτροπὴ διαιτητῶν ἐν τῇ χθεσινῇ αὐτῆς συνεδριάσει ἐξήτασε τὰς ἐκκρεμεῖς ὑποθέσεις καὶ ἀπεφάσισε τὰ ἑξῆς ἐπὶ τῶν ἀγώνων τῆς παρελθούσης Κυριακῆς. Οἱ σύνδεσμοι καλοῦνται ὅπως συμμορφωθῶσι πρὸς τὰς ἀποφάσεις ταύτας ἐντὸς τῆς ὁρισθείσης προθεσμίας. xyxy=(519,681,682,780)
column-rule xyxy=(231,100,232,2149)
refugee-text: Ἡ ἐπιτροπὴ διαιτητῶν ἐν τῇ χθεσινῇ αὐτῆς συνεδριάσει ἐξήτασε τὰς ἐκκρεμεῖς ὑποθέσεις καὶ ἀπεφάσισε τὰ ἑξῆς ἐπὶ τῶν ἀγώνων τῆς παρελθούσης Κυριακῆς. Οἱ σύνδεσμοι καλοῦνται ὅπως συμμορφωθῶσι πρὸς τὰς ἀποφάσεις ταύτας ἐντὸς τῆς ὁρισθείσης προθεσμίας. xyxy=(866,341,1071,420)
charitantis-spec: ΕΙΔΙΚΟΣ ΠΑΘΟΛΟΓΟΣ xyxy=(623,1500,749,1511)
labor-text: Ἡ ἐπιτροπὴ διαιτητῶν ἐν τῇ χθεσινῇ αὐτῆς συνεδριάσει ἐξήτασε τὰς ἐκκρεμεῖς ὑποθέσεις καὶ ἀπεφάσισε τὰ ἑξῆς ἐπὶ τῶν ἀγώνων τῆς παρελθούσης Κυριακῆς. Οἱ σύνδεσμοι καλοῦνται ὅπως συμμορφωθῶσι πρὸς τὰς ἀποφάσεις ταύτας ἐντὸς τῆς ὁρισθείσης προθεσμίας. xyxy=(690,372,853,472)
clinic-title: ΚΛΙΝΙΚΗ xyxy=(654,1106,718,1123)
masthead-box xyxy=(35,106,225,234)
labor-text: Ἡ ἐπιτροπὴ διαιτητῶν ἐν τῇ χθεσινῇ αὐτῆς συνεδριάσει ἐξήτασε τὰς ἐκκρεμεῖς ὑποθέσεις καὶ ἀπεφάσισε τὰ ἑξῆς ἐπὶ τῶν ἀγώνων τῆς παρελθούσης Κυριακῆς. Οἱ σύνδεσμοι καλοῦνται ὅπως συμμορφωθῶσι πρὸς τὰς ἀποφάσεις ταύτας ἐντὸς τῆς ὁρισθείσης προθεσμίας. xyxy=(519,1372,853,1416)
dan-clinic-text: Ἡ ἐπιτροπὴ διαιτητῶν ἐν τῇ χθεσινῇ αὐτῆς συνεδριάσει ἐξήτασε τὰς ἐκκρεμεῖς ὑποθέσεις καὶ ἀπεφάσισε τὰ ἑξῆς ἐπὶ τῶν ἀγώνων τῆς παρελθούσης Κυριακῆς. Οἱ σύνδεσμοι καλοῦνται ὅπως συμμορφωθῶσι πρὸς τὰς ἀποφάσεις ταύτας ἐντὸς τῆς ὁρισθείσης προθεσμίας. xyxy=(866,1375,1284,1420)
dan-clinic-text: Ἡ ἐπιτροπὴ διαιτητῶν ἐν τῇ χθεσινῇ αὐτῆς συνεδριάσει ἐξήτασε τὰς ἐκκρεμεῖς ὑποθέσεις καὶ ἀπεφάσισε τὰ ἑξῆς ἐπὶ τῶν ἀγώνων τῆς παρελθούσης Κυριακῆς. Οἱ σύνδεσμοι καλοῦνται ὅπως συμμορφωθῶσι πρὸς τὰς ἀποφάσεις ταύτας ἐντὸς τῆς ὁρισθείσης προθεσμίας. xyxy=(866,1423,1284,1468)
commerce-text: Ἡ ἐπιτροπὴ διαιτητῶν ἐν τῇ χθεσινῇ αὐτῆς συνεδριάσει ἐξήτασε τὰς ἐκκρεμεῖς ὑποθέσεις καὶ ἀπεφάσισε τὰ ἑξῆς ἐπὶ τῶν ἀγώνων τῆς παρελθούσης Κυριακῆς. Οἱ σύνδεσμοι καλοῦνται ὅπως συμμορφωθῶσι πρὸς τὰς ἀποφάσεις ταύτας ἐντὸς τῆς ὁρισθείσης προθεσμίας. xyxy=(35,578,225,667)
decision-text: Ἡ ἐπιτροπὴ διαιτητῶν ἐν τῇ χθεσινῇ αὐτῆς συνεδριάσει ἐξήτασε τὰς ἐκκρεμεῖς ὑποθέσεις καὶ ἀπεφάσισε τὰ ἑξῆς ἐπὶ τῶν ἀγώνων τῆς παρελθούσης Κυριακῆς. Οἱ σύνδεσμοι καλοῦνται ὅπως συμμορφωθῶσι πρὸς τὰς ἀποφάσεις ταύτας ἐντὸς τῆς ὁρισθείσης προθεσμίας. xyxy=(1079,930,1284,1009)
sports-text: Ἡ ἐπιτροπὴ διαιτητῶν ἐν τῇ χθεσινῇ αὐτῆς συνεδριάσει ἐξήτασε τὰς ἐκκρεμεῖς ὑποθέσεις καὶ ἀπεφάσισε τὰ ἑξῆς ἐπὶ τῶν ἀγώνων τῆς παρελθούσης Κυριακῆς. Οἱ σύνδεσμοι καλοῦνται ὅπως συμμορφωθῶσι πρὸς τὰς ἀποφάσεις ταύτας ἐντὸς τῆς ὁρισθείσης προθεσμίας. xyxy=(376,663,506,795)
labor-box xyxy=(612,104,760,142)
program-signature: (Τ.Σ) Ζ. Σκ. Νάτσος xyxy=(126,2359,225,2371)
politis-text: Ἡ ἐπιτροπὴ διαιτητῶν ἐν τῇ χθεσινῇ αὐτῆς συνεδριάσει ἐξήτασε τὰς ἐκκρεμεῖς ὑποθέσεις καὶ ἀπεφάσισε τὰ ἑξῆς ἐπὶ τῶν ἀγώνων τῆς παρελθούσης Κυριακῆς. Οἱ σύνδεσμοι καλοῦνται ὅπως συμμορφωθῶσι πρὸς τὰς ἀποφάσεις ταύτας ἐντὸς τῆς ὁρισθείσης προθεσμίας. xyxy=(874,1594,1276,1638)
saloxini-line-1: ΤΟ ΕΝΔΕΔΕΙΓΜΕΝΟΝ ΦΑΡΜΑΚΟΝ xyxy=(281,1823,464,1835)
ad-tziritis: ΑΘΑΝΑΣΙΟΣ ΤΖΙΡΙΤΗΣ xyxy=(1365,1277,1469,1289)
student-headline: ΕΝΑ ΚΑΥΓΑΔΑΚΙ ΕΙΣ ΤΟ ΠΑΝΕΠΙΣΤΗΜΙΟΝ xyxy=(275,825,469,863)
sports-banner xyxy=(239,106,511,176)
politis-ad xyxy=(866,1521,1284,1650)
student-text: Ἡ ἐπιτροπὴ διαιτητῶν ἐν τῇ χθεσινῇ αὐτῆς συνεδριάσει ἐξήτασε τὰς ἐκκρεμεῖς ὑποθέσεις καὶ ἀπεφάσισε τὰ ἑξῆς ἐπὶ τῶν ἀγώνων τῆς παρελθούσης Κυριακῆς. Οἱ σύνδεσμοι καλοῦνται ὅπως συμμορφωθῶσι πρὸς τὰς ἀποφάσεις ταύτας ἐντὸς τῆς ὁρισθείσης προθεσμίας. xyxy=(239,1172,506,1228)
refugee-sub-2: ΔΙΑ ΤΟΥΣ ΣΥΝΕΤΑΙΡΙΣΜΟΥΣ ΜΙΚΡΑΣΙΑΤΩΝ, ΤΥΡΟΛΟΓΩΝ ΚΑΙ ΚΟΝΙΟΥ xyxy=(1079,341,1284,365)
labor-text: Ἡ ἐπιτροπὴ διαιτητῶν ἐν τῇ χθεσινῇ αὐτῆς συνεδριάσει ἐξήτασε τὰς ἐκκρεμεῖς ὑποθέσεις καὶ ἀπεφάσισε τὰ ἑξῆς ἐπὶ τῶν ἀγώνων τῆς παρελθούσης Κυριακῆς. Οἱ σύνδεσμοι καλοῦνται ὅπως συμμορφωθῶσι πρὸς τὰς ἀποφάσεις ταύτας ἐντὸς τῆς ὁρισθείσης προθεσμίας. xyxy=(690,578,853,677)
refugee-title: ΑΙ ΠΡΟΣΦΥΓΙΚΑΙ ΟΜΟΛΟΓΙΑΙ xyxy=(47,982,214,997)
refugee-text: Ἡ ἐπιτροπὴ διαιτητῶν ἐν τῇ χθεσινῇ αὐτῆς συνεδριάσει ἐξήτασε τὰς ἐκκρεμεῖς ὑποθέσεις καὶ ἀπεφάσισε τὰ ἑξῆς ἐπὶ τῶν ἀγώνων τῆς παρελθούσης Κυριακῆς. Οἱ σύνδεσμοι καλοῦνται ὅπως συμμορφωθῶσι πρὸς τὰς ἀποφάσεις ταύτας ἐντὸς τῆς ὁρισθείσης προθεσμίας. xyxy=(1079,478,1284,556)
program-text: Ἡ ἐπιτροπὴ διαιτητῶν ἐν τῇ χθεσινῇ αὐτῆς συνεδριάσει ἐξήτασε τὰς ἐκκρεμεῖς ὑποθέσεις καὶ ἀπεφάσισε τὰ ἑξῆς ἐπὶ τῶν ἀγώνων τῆς παρελθούσης Κυριακῆς. Οἱ σύνδεσμοι καλοῦνται ὅπως συμμορφωθῶσι πρὸς τὰς ἀποφάσεις ταύτας ἐντὸς τῆς ὁρισθείσης προθεσμίας. xyxy=(35,2268,225,2356)
events-text: Ἡ ἐπιτροπὴ διαιτητῶν ἐν τῇ χθεσινῇ αὐτῆς συνεδριάσει ἐξήτασε τὰς ἐκκρεμεῖς ὑποθέσεις καὶ ἀπεφάσισε τὰ ἑξῆς ἐπὶ τῶν ἀγώνων τῆς παρελθούσης Κυριακῆς. Οἱ σύνδεσμοι καλοῦνται ὅπως συμμορφωθῶσι πρὸς τὰς ἀποφάσεις ταύτας ἐντὸς τῆς ὁρισθείσης προθεσμίας. xyxy=(1296,496,1539,563)
notice-signature: ΧΡ. ΤΟΥΓΚΑΣ xyxy=(601,948,676,960)
natopoulos-ad xyxy=(519,1422,853,1466)
decision-text: Ἡ ἐπιτροπὴ διαιτητῶν ἐν τῇ χθεσινῇ αὐτῆς συνεδριάσει ἐξήτασε τὰς ἐκκρεμεῖς ὑποθέσεις καὶ ἀπεφάσισε τὰ ἑξῆς ἐπὶ τῶν ἀγώνων τῆς παρελθούσης Κυριακῆς. Οἱ σύνδεσμοι καλοῦνται ὅπως συμμορφωθῶσι πρὸς τὰς ἀποφάσεις ταύτας ἐντὸς τῆς ὁρισθείσης προθεσμίας. xyxy=(866,1092,1071,1169)
law-line-2: ΜΕΓΑΡΟΝ ΚΟΦΑ ΑΡ. 20 ΓΩΝΙΑ ΒΕΝΙΖΕΛΟΥ-ΤΣΙΜΙΣΚΗ xyxy=(921,1260,1229,1272)
decision-body xyxy=(866,850,1284,1173)
sports-section: ΑΘΛΗΤΙΣΜΟΣ xyxy=(279,121,511,162)
column-1 xyxy=(35,100,225,2371)
program-text: Ἡ ἐπιτροπὴ διαιτητῶν ἐν τῇ χθεσινῇ αὐτῆς συνεδριάσει ἐξήτασε τὰς ἐκκρεμεῖς ὑποθέσεις καὶ ἀπεφάσισε τὰ ἑξῆς ἐπὶ τῶν ἀγώνων τῆς παρελθούσης Κυριακῆς. Οἱ σύνδεσμοι καλοῦνται ὅπως συμμορφωθῶσι πρὸς τὰς ἀποφάσεις ταύτας ἐντὸς τῆς ὁρισθείσης προθεσμίας. xyxy=(35,2176,225,2265)
refugee-sub-1: ΑΙ ΠΡΟΣΦΥΓΙΚΑΙ ΟΜΟΛΟΓΙΑΙ xyxy=(900,422,1038,434)
doctor-name: Κ. Π. ΒΑΣΙΛΑΚΟΣ xyxy=(290,1259,455,1281)
event-heading: ΕΠΑΝΟΔΟΣ ΙΑΤΡΟΥ xyxy=(1370,904,1464,915)
dentist-spec: ΑΦΡΟΔΙΣΙΟΛΟΓΟΣ — ΟΥΡΟΛΟΓΟΣ xyxy=(542,998,660,1021)
refugee-text: Ἡ ἐπιτροπὴ διαιτητῶν ἐν τῇ χθεσινῇ αὐτῆς συνεδριάσει ἐξήτασε τὰς ἐκκρεμεῖς ὑποθέσεις καὶ ἀπεφάσισε τὰ ἑξῆς ἐπὶ τῶν ἀγώνων τῆς παρελθούσης Κυριακῆς. Οἱ σύνδεσμοι καλοῦνται ὅπως συμμορφωθῶσι πρὸς τὰς ἀποφάσεις ταύτας ἐντὸς τῆς ὁρισθείσης προθεσμίας. xyxy=(1079,559,1284,636)
sports-text: Ἡ ἐπιτροπὴ διαιτητῶν ἐν τῇ χθεσινῇ αὐτῆς συνεδριάσει ἐξήτασε τὰς ἐκκρεμεῖς ὑποθέσεις καὶ ἀπεφάσισε τὰ ἑξῆς ἐπὶ τῶν ἀγώνων τῆς παρελθούσης Κυριακῆς. Οἱ σύνδεσμοι καλοῦνται ὅπως συμμορφωθῶσι πρὸς τὰς ἀποφάσεις ταύτας ἐντὸς τῆς ὁρισθείσης προθεσμίας. xyxy=(239,663,368,795)
program-text: Ἡ ἐπιτροπὴ διαιτητῶν ἐν τῇ χθεσινῇ αὐτῆς συνεδριάσει ἐξήτασε τὰς ἐκκρεμεῖς ὑποθέσεις καὶ ἀπεφάσισε τὰ ἑξῆς ἐπὶ τῶν ἀγώνων τῆς παρελθούσης Κυριακῆς. Οἱ σύνδεσμοι καλοῦνται ὅπως συμμορφωθῶσι πρὸς τὰς ἀποφάσεις ταύτας ἐντὸς τῆς ὁρισθείσης προθεσμίας. xyxy=(35,1901,225,1990)
refugee-text: Ἡ ἐπιτροπὴ διαιτητῶν ἐν τῇ χθεσινῇ αὐτῆς συνεδριάσει ἐξήτασε τὰς ἐκκρεμεῖς ὑποθέσεις καὶ ἀπεφάσισε τὰ ἑξῆς ἐπὶ τῶν ἀγώνων τῆς παρελθούσης Κυριακῆς. Οἱ σύνδεσμοι καλοῦνται ὅπως συμμορφωθῶσι πρὸς τὰς ἀποφάσεις ταύτας ἐντὸς τῆς ὁρισθείσης προθεσμίας. xyxy=(866,679,1071,757)
saloxini-brand: ΣΑΛΟΞΙΝΗ xyxy=(259,1775,486,1822)
decision-text: Ἡ ἐπιτροπὴ διαιτητῶν ἐν τῇ χθεσινῇ αὐτῆς συνεδριάσει ἐξήτασε τὰς ἐκκρεμεῖς ὑποθέσεις καὶ ἀπεφάσισε τὰ ἑξῆς ἐπὶ τῶν ἀγώνων τῆς παρελθούσης Κυριακῆς. Οἱ σύνδεσμοι καλοῦνται ὅπως συμμορφωθῶσι πρὸς τὰς ἀποφάσεις ταύτας ἐντὸς τῆς ὁρισθείσης προθεσμίας. xyxy=(1079,1012,1284,1089)
rising-sun-icon xyxy=(901,122,969,200)
column-4 xyxy=(866,100,1284,2139)
exchange-text: Ἡ ἐπιτροπὴ διαιτητῶν ἐν τῇ χθεσινῇ αὐτῆς συνεδριάσει ἐξήτασε τὰς ἐκκρεμεῖς ὑποθέσεις καὶ ἀπεφάσισε τὰ ἑξῆς ἐπὶ τῶν ἀγώνων τῆς παρελθούσης Κυριακῆς. Οἱ σύνδεσμοι καλοῦνται ὅπως συμμορφωθῶσι πρὸς τὰς ἀποφάσεις ταύτας ἐντὸς τῆς ὁρισθείσης προθεσμίας. xyxy=(35,799,225,888)
decision-text: Ἡ ἐπιτροπὴ διαιτητῶν ἐν τῇ χθεσινῇ αὐτῆς συνεδριάσει ἐξήτασε τὰς ἐκκρεμεῖς ὑποθέσεις καὶ ἀπεφάσισε τὰ ἑξῆς ἐπὶ τῶν ἀγώνων τῆς παρελθούσης Κυριακῆς. Οἱ σύνδεσμοι καλοῦνται ὅπως συμμορφωθῶσι πρὸς τὰς ἀποφάσεις ταύτας ἐντὸς τῆς ὁρισθείσης προθεσμίας. xyxy=(866,1012,1071,1089)
refugee-text: Ἡ ἐπιτροπὴ διαιτητῶν ἐν τῇ χθεσινῇ αὐτῆς συνεδριάσει ἐξήτασε τὰς ἐκκρεμεῖς ὑποθέσεις καὶ ἀπεφάσισε τὰ ἑξῆς ἐπὶ τῶν ἀγώνων τῆς παρελθούσης Κυριακῆς. Οἱ σύνδεσμοι καλοῦνται ὅπως συμμορφωθῶσι πρὸς τὰς ἀποφάσεις ταύτας ἐντὸς τῆς ὁρισθείσης προθεσμίας. xyxy=(1079,368,1284,446)
labor-text: Ἡ ἐπιτροπὴ διαιτητῶν ἐν τῇ χθεσινῇ αὐτῆς συνεδριάσει ἐξήτασε τὰς ἐκκρεμεῖς ὑποθέσεις καὶ ἀπεφάσισε τὰ ἑξῆς ἐπὶ τῶν ἀγώνων τῆς παρελθούσης Κυριακῆς. Οἱ σύνδεσμοι καλοῦνται ὅπως συμμορφωθῶσι πρὸς τὰς ἀποφάσεις ταύτας ἐντὸς τῆς ὁρισθείσης προθεσμίας. xyxy=(690,989,853,1089)
charitantis-address: Ἀγ. Σοφίας 60 xyxy=(651,1511,721,1523)
ad-talianidis: Δρ. ΠΑΝ. Ι. ΤΑΛΙΑΝΙΔΗΣ xyxy=(1333,1060,1501,1077)
event-heading: ΑΝΑΧΩΡΗΣΕΙΣ xyxy=(1382,227,1452,239)
refugee-sub-4: ΟΙΚΟΔ. ΣΥΝΕΤ/ΣΜΟΥ «Η ΝΕΑΠΟΛΙΣ» xyxy=(1095,464,1268,475)
ad-finoktimon: ΦΙΝΟΚΤΗΜΩΝ ΜΙΧΑΗΛ xyxy=(1346,1235,1489,1251)
header-center: ΜΑΚΕΔΟΝΙΑ xyxy=(714,83,803,97)
ad-text: Ἡ ἐπιτροπὴ διαιτητῶν ἐν τῇ χθεσινῇ αὐτῆς συνεδριάσει ἐξήτασε τὰς ἐκκρεμεῖς ὑποθέσεις καὶ ἀπεφάσισε τὰ ἑξῆς ἐπὶ τῶν ἀγώνων τῆς παρελθούσης Κυριακῆς. Οἱ σύνδεσμοι καλοῦνται ὅπως συμμορφωθῶσι πρὸς τὰς ἀποφάσεις ταύτας ἐντὸς τῆς ὁρισθείσης προθεσμίας. xyxy=(1296,948,1539,1014)
doctor-paris: ΕΝ ΠΑΡΙΣΙΟΙΣ ΕΙΔΙΚΕΥΘΕΙΣ xyxy=(299,1295,446,1307)
exchange-text: Ἡ ἐπιτροπὴ διαιτητῶν ἐν τῇ χθεσινῇ αὐτῆς συνεδριάσει ἐξήτασε τὰς ἐκκρεμεῖς ὑποθέσεις καὶ ἀπεφάσισε τὰ ἑξῆς ἐπὶ τῶν ἀγώνων τῆς παρελθούσης Κυριακῆς. Οἱ σύνδεσμοι καλοῦνται ὅπως συμμορφωθῶσι πρὸς τὰς ἀποφάσεις ταύτας ἐντὸς τῆς ὁρισθείσης προθεσμίας. xyxy=(35,891,225,979)
events-text: Ἡ ἐπιτροπὴ διαιτητῶν ἐν τῇ χθεσινῇ αὐτῆς συνεδριάσει ἐξήτασε τὰς ἐκκρεμεῖς ὑποθέσεις καὶ ἀπεφάσισε τὰ ἑξῆς ἐπὶ τῶν ἀγώνων τῆς παρελθούσης Κυριακῆς. Οἱ σύνδεσμοι καλοῦνται ὅπως συμμορφωθῶσι πρὸς τὰς ἀποφάσεις ταύτας ἐντὸς τῆς ὁρισθείσης προθεσμίας. xyxy=(1296,749,1539,815)
ad-kochoris: ΑΓΗΣ ΚΟΧΟΡΗΣ xyxy=(1367,1153,1467,1168)
sports-headline-2: ΑΙ ΑΝΑΒΑΣΕΙΣ ΤΟΥ ΟΡΕΙΒΑΤ. ΣΥΝΔΕΣΜΟΥ xyxy=(269,215,476,248)
column-rule xyxy=(858,100,859,2149)
program-text: Ἡ ἐπιτροπὴ διαιτητῶν ἐν τῇ χθεσινῇ αὐτῆς συνεδριάσει ἐξήτασε τὰς ἐκκρεμεῖς ὑποθέσεις καὶ ἀπεφάσισε τὰ ἑξῆς ἐπὶ τῶν ἀγώνων τῆς παρελθούσης Κυριακῆς. Οἱ σύνδεσμοι καλοῦνται ὅπως συμμορφωθῶσι πρὸς τὰς ἀποφάσεις ταύτας ἐντὸς τῆς ὁρισθείσης προθεσμίας. xyxy=(35,1625,225,1714)
refugee-sub-3: ΠΡΟΚΗΡΥΞΙΣ xyxy=(1150,449,1213,461)
labor-text: Ἡ ἐπιτροπὴ διαιτητῶν ἐν τῇ χθεσινῇ αὐτῆς συνεδριάσει ἐξήτασε τὰς ἐκκρεμεῖς ὑποθέσεις καὶ ἀπεφάσισε τὰ ἑξῆς ἐπὶ τῶν ἀγώνων τῆς παρελθούσης Κυριακῆς. Οἱ σύνδεσμοι καλοῦνται ὅπως συμμορφωθῶσι πρὸς τὰς ἀποφάσεις ταύτας ἐντὸς τῆς ὁρισθείσης προθεσμίας. xyxy=(690,167,853,267)
labor-text: Ἡ ἐπιτροπὴ διαιτητῶν ἐν τῇ χθεσινῇ αὐτῆς συνεδριάσει ἐξήτασε τὰς ἐκκρεμεῖς ὑποθέσεις καὶ ἀπεφάσισε τὰ ἑξῆς ἐπὶ τῶν ἀγώνων τῆς παρελθούσης Κυριακῆς. Οἱ σύνδεσμοι καλοῦνται ὅπως συμμορφωθῶσι πρὸς τὰς ἀποφάσεις ταύτας ἐντὸς τῆς ὁρισθείσης προθεσμίας. xyxy=(690,783,853,883)
notice-date: Ἐν Ἀθήναις τῇ 1 Ἰουνίου 1930 xyxy=(538,924,663,948)
sports-body xyxy=(239,256,506,799)
event-heading: ΤΟ ΔΡΑΜΑ ΕΠΙΤΡΟΠΕΥΣ xyxy=(1358,312,1476,323)
events-text: Ἡ ἐπιτροπὴ διαιτητῶν ἐν τῇ χθεσινῇ αὐτῆς συνεδριάσει ἐξήτασε τὰς ἐκκρεμεῖς ὑποθέσεις καὶ ἀπεφάσισε τὰ ἑξῆς ἐπὶ τῶν ἀγώνων τῆς παρελθούσης Κυριακῆς. Οἱ σύνδεσμοι καλοῦνται ὅπως συμμορφωθῶσι πρὸς τὰς ἀποφάσεις ταύτας ἐντὸς τῆς ὁρισθείσης προθεσμίας. xyxy=(1296,412,1539,478)
column-rule xyxy=(512,100,513,2149)
doctor-spec: ΕΙΔΙΚΟΣ ΠΑΘΟΛΟΓΟΣ, ΣΤΟΜΑΧΟΛΟΓΟΣ xyxy=(259,1283,486,1295)
clinic-name: ΣΠ. ΒΟΛΟΥΔΑΚΗ xyxy=(621,1125,751,1143)
sports-text: Ἡ ἐπιτροπὴ διαιτητῶν ἐν τῇ χθεσινῇ αὐτῆς συνεδριάσει ἐξήτασε τὰς ἐκκρεμεῖς ὑποθέσεις καὶ ἀπεφάσισε τὰ ἑξῆς ἐπὶ τῶν ἀγώνων τῆς παρελθούσης Κυριακῆς. Οἱ σύνδεσμοι καλοῦνται ὅπως συμμορφωθῶσι πρὸς τὰς ἀποφάσεις ταύτας ἐντὸς τῆς ὁρισθείσης προθεσμίας. xyxy=(239,391,368,523)
ad-wanted: ΖΗΤΕΙΤΑΙ xyxy=(1387,1016,1447,1033)
refugee-text: Ἡ ἐπιτροπὴ διαιτητῶν ἐν τῇ χθεσινῇ αὐτῆς συνεδριάσει ἐξήτασε τὰς ἐκκρεμεῖς ὑποθέσεις καὶ ἀπεφάσισε τὰ ἑξῆς ἐπὶ τῶν ἀγώνων τῆς παρελθούσης Κυριακῆς. Οἱ σύνδεσμοι καλοῦνται ὅπως συμμορφωθῶσι πρὸς τὰς ἀποφάσεις ταύτας ἐντὸς τῆς ὁρισθείσης προθεσμίας. xyxy=(866,599,1071,676)
masthead: ΜΑΚΕΔΟΝΙΑ xyxy=(49,114,212,140)
events-text: Ἡ ἐπιτροπὴ διαιτητῶν ἐν τῇ χθεσινῇ αὐτῆς συνεδριάσει ἐξήτασε τὰς ἐκκρεμεῖς ὑποθέσεις καὶ ἀπεφάσισε τὰ ἑξῆς ἐπὶ τῶν ἀγώνων τῆς παρελθούσης Κυριακῆς. Οἱ σύνδεσμοι καλοῦνται ὅπως συμμορφωθῶσι πρὸς τὰς ἀποφάσεις ταύτας ἐντὸς τῆς ὁρισθείσης προθεσμίας. xyxy=(1296,326,1539,393)
smyrna-text: Ἡ ἐπιτροπὴ διαιτητῶν ἐν τῇ χθεσινῇ αὐτῆς συνεδριάσει ἐξήτασε τὰς ἐκκρεμεῖς ὑποθέσεις καὶ ἀπεφάσισε τὰ ἑξῆς ἐπὶ τῶν ἀγώνων τῆς παρελθούσης Κυριακῆς. Οἱ σύνδεσμοι καλοῦνται ὅπως συμμορφωθῶσι πρὸς τὰς ἀποφάσεις ταύτας ἐντὸς τῆς ὁρισθείσης προθεσμίας. xyxy=(35,1197,225,1285)
events-section: ΓΕΓΟΝΟΤΑ xyxy=(1343,114,1492,144)
commerce-title: ΕΜΠΟΡΙΚΗ ΚΙΝΗΣΙΣ xyxy=(36,278,224,301)
decision-text: Ἡ ἐπιτροπὴ διαιτητῶν ἐν τῇ χθεσινῇ αὐτῆς συνεδριάσει ἐξήτασε τὰς ἐκκρεμεῖς ὑποθέσεις καὶ ἀπεφάσισε τὰ ἑξῆς ἐπὶ τῶν ἀγώνων τῆς παρελθούσης Κυριακῆς. Οἱ σύνδεσμοι καλοῦνται ὅπως συμμορφωθῶσι πρὸς τὰς ἀποφάσεις ταύτας ἐντὸς τῆς ὁρισθείσης προθεσμίας. xyxy=(1079,850,1284,927)
doctor-address: Ἑρμοῦ 60, Πλατεία Ἁγ. Σοφίας xyxy=(295,1307,450,1318)
smyrna-title: ΤΑ ΚΑΠΝΑ ΣΜΥΡΝΗΣ xyxy=(70,1089,191,1104)
commerce-text: Ἡ ἐπιτροπὴ διαιτητῶν ἐν τῇ χθεσινῇ αὐτῆς συνεδριάσει ἐξήτασε τὰς ἐκκρεμεῖς ὑποθέσεις καὶ ἀπεφάσισε τὰ ἑξῆς ἐπὶ τῶν ἀγώνων τῆς παρελθούσης Κυριακῆς. Οἱ σύνδεσμοι καλοῦνται ὅπως συμμορφωθῶσι πρὸς τὰς ἀποφάσεις ταύτας ἐντὸς τῆς ὁρισθείσης προθεσμίας. xyxy=(35,303,225,391)
dan-clinic-title: ΚΛΙΝΙΚΗ ΔΑΝ-ΣΜΠΑΡΟΥΝΗ xyxy=(918,1335,1232,1362)
column-2 xyxy=(239,100,511,2139)
econ-box xyxy=(35,240,225,274)
law-phone: ΑΡΙΘΜΟΣ ΤΗΛΕΦΩΝΟΥ 10-38 xyxy=(992,1272,1158,1284)
labor-text: Ἡ ἐπιτροπὴ διαιτητῶν ἐν τῇ χθεσινῇ αὐτῆς συνεδριάσει ἐξήτασε τὰς ἐκκρεμεῖς ὑποθέσεις καὶ ἀπεφάσισε τὰ ἑξῆς ἐπὶ τῶν ἀγώνων τῆς παρελθούσης Κυριακῆς. Οἱ σύνδεσμοι καλοῦνται ὅπως συμμορφωθῶσι πρὸς τὰς ἀποφάσεις ταύτας ἐντὸς τῆς ὁρισθείσης προθεσμίας. xyxy=(519,270,682,370)
program-ref: Ἀριθ. 5239 xyxy=(103,1338,158,1350)
ad-deligiannakis: ΙΩ. ΔΕΛΗΓΙΑΝΝΑΚΗΣ xyxy=(1342,1097,1493,1114)
event-heading: ΤΑ ΘΥΜΑΤΑ ΠΟΛΕΜΟΥ xyxy=(1362,734,1472,746)
refugee-text: Ἡ ἐπιτροπὴ διαιτητῶν ἐν τῇ χθεσινῇ αὐτῆς συνεδριάσει ἐξήτασε τὰς ἐκκρεμεῖς ὑποθέσεις καὶ ἀπεφάσισε τὰ ἑξῆς ἐπὶ τῶν ἀγώνων τῆς παρελθούσης Κυριακῆς. Οἱ σύνδεσμοι καλοῦνται ὅπως συμμορφωθῶσι πρὸς τὰς ἀποφάσεις ταύτας ἐντὸς τῆς ὁρισθείσης προθεσμίας. xyxy=(866,437,1071,515)
ad-economic: ΟΙΚΟΝΟΜΙΚΟ xyxy=(1378,1034,1456,1049)
